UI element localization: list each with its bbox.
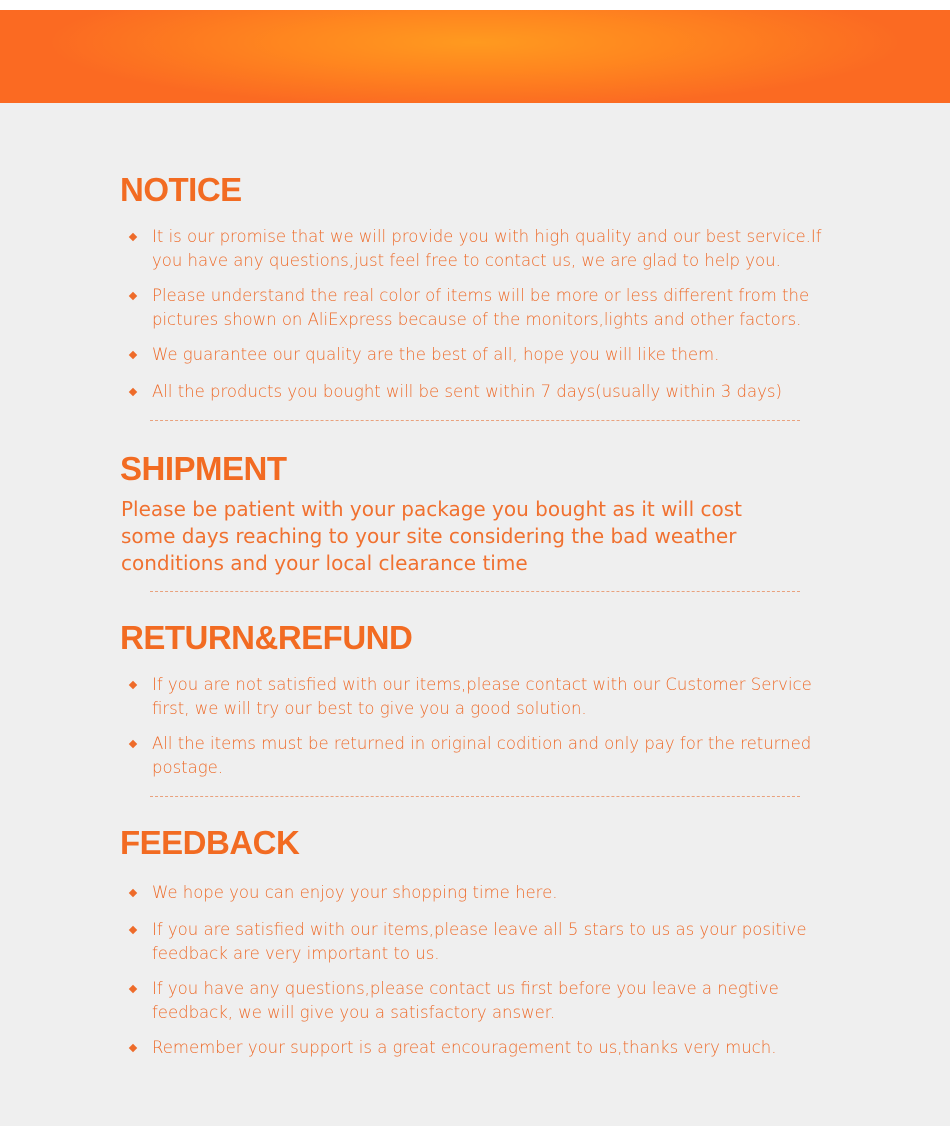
diamond-bullet-icon <box>129 1044 137 1052</box>
diamond-bullet-icon <box>129 926 137 934</box>
notice-item-text: All the products you bought will be sent within 7 days(usually within 3 days) <box>152 382 782 401</box>
diamond-bullet-icon <box>129 292 137 300</box>
diamond-bullet-icon <box>129 233 137 241</box>
feedback-list <box>128 881 828 1060</box>
notice-title: NOTICE <box>120 171 242 208</box>
return-refund-list <box>128 673 828 780</box>
list-item <box>128 881 828 905</box>
notice-item-text: It is our promise that we will provide you with high quality and our best service.If you have any questions,just feel free to contact us, we are glad to help you. <box>152 227 822 270</box>
section-divider <box>150 796 800 797</box>
list-item <box>128 343 828 367</box>
feedback-item-text: Remember your support is a great encouragement to us,thanks very much. <box>152 1038 777 1057</box>
list-item <box>128 732 828 780</box>
notice-item-text: We guarantee our quality are the best of all, hope you will like them. <box>152 345 720 364</box>
notice-list <box>128 225 828 404</box>
return-refund-title: RETURN&REFUND <box>120 619 413 656</box>
feedback-item-text: If you are satisfied with our items,please leave all 5 stars to us as your positive feedback are very important to us. <box>152 920 807 963</box>
diamond-bullet-icon <box>129 985 137 993</box>
list-item <box>128 918 828 966</box>
diamond-bullet-icon <box>129 351 137 359</box>
list-item <box>128 977 828 1025</box>
feedback-title: FEEDBACK <box>120 824 300 861</box>
section-divider <box>150 420 800 421</box>
diamond-bullet-icon <box>129 740 137 748</box>
diamond-bullet-icon <box>129 388 137 396</box>
section-divider <box>150 591 800 592</box>
diamond-bullet-icon <box>129 889 137 897</box>
shipment-title: SHIPMENT <box>120 450 287 487</box>
shipment-text: Please be patient with your package you bought as it will cost some days reaching to your site considering the bad weather conditions and your local clearance time <box>121 497 743 575</box>
top-strip <box>0 0 950 10</box>
return-item-text: All the items must be returned in original codition and only pay for the returned postage. <box>152 734 812 777</box>
list-item <box>128 380 828 404</box>
list-item <box>128 1036 828 1060</box>
feedback-item-text: We hope you can enjoy your shopping time here. <box>152 883 558 902</box>
return-item-text: If you are not satisfied with our items,please contact with our Customer Service first, we will try our best to give you a good solution. <box>152 675 812 718</box>
list-item <box>128 284 828 332</box>
list-item <box>128 673 828 721</box>
diamond-bullet-icon <box>129 681 137 689</box>
list-item <box>128 225 828 273</box>
notice-item-text: Please understand the real color of items will be more or less different from the pictures shown on AliExpress because of the monitors,lights and other factors. <box>152 286 810 329</box>
header-banner <box>0 10 950 103</box>
feedback-item-text: If you have any questions,please contact us first before you leave a negtive feedback, we will give you a satisfactory answer. <box>152 979 779 1022</box>
